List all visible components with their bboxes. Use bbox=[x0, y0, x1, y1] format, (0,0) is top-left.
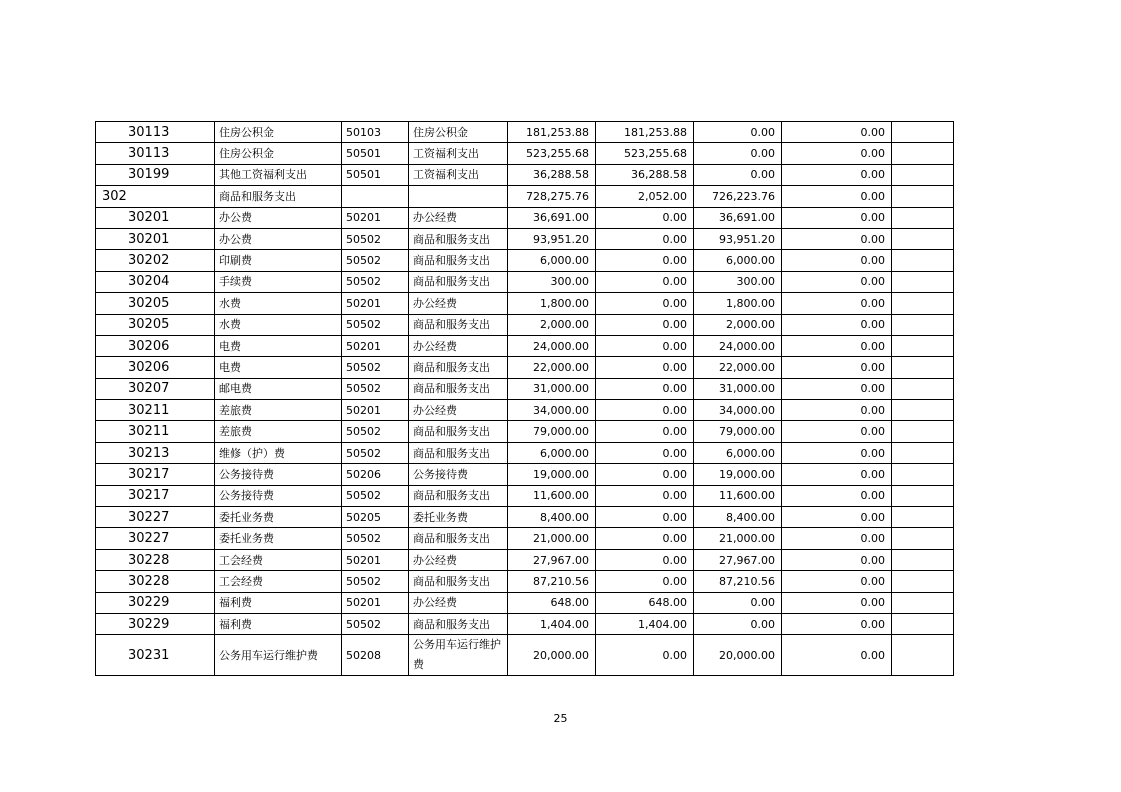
econ-name-cell: 公务接待费 bbox=[409, 464, 508, 485]
table-row bbox=[96, 228, 954, 249]
name-cell: 电费 bbox=[215, 335, 342, 356]
other-cell: 0.00 bbox=[782, 335, 892, 356]
name-cell: 公务接待费 bbox=[215, 485, 342, 506]
econ-code-cell: 50208 bbox=[342, 635, 409, 676]
code-cell: 30227 bbox=[96, 528, 215, 549]
table-row bbox=[96, 549, 954, 570]
econ-code-cell: 50201 bbox=[342, 293, 409, 314]
blank-cell bbox=[892, 613, 954, 634]
econ-code-cell: 50502 bbox=[342, 357, 409, 378]
econ-code-cell: 50502 bbox=[342, 250, 409, 271]
code-cell: 30231 bbox=[96, 635, 215, 676]
other-cell: 0.00 bbox=[782, 635, 892, 676]
other-cell: 0.00 bbox=[782, 122, 892, 143]
code-cell: 30227 bbox=[96, 507, 215, 528]
econ-code-cell: 50501 bbox=[342, 143, 409, 164]
total-cell: 27,967.00 bbox=[508, 549, 596, 570]
project-cell: 726,223.76 bbox=[694, 186, 782, 207]
project-cell: 36,691.00 bbox=[694, 207, 782, 228]
code-cell: 30113 bbox=[96, 143, 215, 164]
name-cell: 其他工资福利支出 bbox=[215, 164, 342, 185]
econ-code-cell: 50201 bbox=[342, 549, 409, 570]
table-row bbox=[96, 507, 954, 528]
name-cell: 福利费 bbox=[215, 613, 342, 634]
code-cell: 30206 bbox=[96, 335, 215, 356]
other-cell: 0.00 bbox=[782, 592, 892, 613]
table-row bbox=[96, 250, 954, 271]
basic-cell: 0.00 bbox=[596, 335, 694, 356]
name-cell: 邮电费 bbox=[215, 378, 342, 399]
table-row bbox=[96, 613, 954, 634]
other-cell: 0.00 bbox=[782, 357, 892, 378]
econ-name-cell: 办公经费 bbox=[409, 335, 508, 356]
basic-cell: 0.00 bbox=[596, 400, 694, 421]
blank-cell bbox=[892, 314, 954, 335]
table-row bbox=[96, 571, 954, 592]
blank-cell bbox=[892, 528, 954, 549]
basic-cell: 0.00 bbox=[596, 293, 694, 314]
code-cell: 30201 bbox=[96, 228, 215, 249]
blank-cell bbox=[892, 421, 954, 442]
basic-cell: 0.00 bbox=[596, 549, 694, 570]
project-cell: 11,600.00 bbox=[694, 485, 782, 506]
total-cell: 8,400.00 bbox=[508, 507, 596, 528]
project-cell: 6,000.00 bbox=[694, 250, 782, 271]
econ-code-cell: 50502 bbox=[342, 528, 409, 549]
total-cell: 34,000.00 bbox=[508, 400, 596, 421]
other-cell: 0.00 bbox=[782, 378, 892, 399]
code-cell: 30206 bbox=[96, 357, 215, 378]
econ-code-cell: 50502 bbox=[342, 485, 409, 506]
table-row bbox=[96, 485, 954, 506]
econ-code-cell: 50201 bbox=[342, 335, 409, 356]
econ-code-cell: 50502 bbox=[342, 228, 409, 249]
other-cell: 0.00 bbox=[782, 549, 892, 570]
total-cell: 300.00 bbox=[508, 271, 596, 292]
project-cell: 8,400.00 bbox=[694, 507, 782, 528]
econ-name-cell: 委托业务费 bbox=[409, 507, 508, 528]
code-cell: 30207 bbox=[96, 378, 215, 399]
econ-code-cell: 50205 bbox=[342, 507, 409, 528]
other-cell: 0.00 bbox=[782, 571, 892, 592]
other-cell: 0.00 bbox=[782, 507, 892, 528]
total-cell: 93,951.20 bbox=[508, 228, 596, 249]
name-cell: 办公费 bbox=[215, 228, 342, 249]
table-row bbox=[96, 186, 954, 207]
project-cell: 31,000.00 bbox=[694, 378, 782, 399]
name-cell: 委托业务费 bbox=[215, 507, 342, 528]
project-cell: 1,800.00 bbox=[694, 293, 782, 314]
name-cell: 差旅费 bbox=[215, 421, 342, 442]
total-cell: 24,000.00 bbox=[508, 335, 596, 356]
code-cell: 30202 bbox=[96, 250, 215, 271]
name-cell: 手续费 bbox=[215, 271, 342, 292]
basic-cell: 0.00 bbox=[596, 485, 694, 506]
blank-cell bbox=[892, 122, 954, 143]
basic-cell: 648.00 bbox=[596, 592, 694, 613]
other-cell: 0.00 bbox=[782, 613, 892, 634]
econ-name-cell: 工资福利支出 bbox=[409, 143, 508, 164]
budget-table bbox=[95, 121, 954, 676]
table-row bbox=[96, 314, 954, 335]
project-cell: 93,951.20 bbox=[694, 228, 782, 249]
econ-name-cell: 商品和服务支出 bbox=[409, 528, 508, 549]
blank-cell bbox=[892, 293, 954, 314]
econ-name-cell: 商品和服务支出 bbox=[409, 357, 508, 378]
project-cell: 2,000.00 bbox=[694, 314, 782, 335]
basic-cell: 1,404.00 bbox=[596, 613, 694, 634]
blank-cell bbox=[892, 335, 954, 356]
basic-cell: 0.00 bbox=[596, 271, 694, 292]
blank-cell bbox=[892, 549, 954, 570]
project-cell: 6,000.00 bbox=[694, 442, 782, 463]
table-row bbox=[96, 400, 954, 421]
blank-cell bbox=[892, 464, 954, 485]
table-row bbox=[96, 271, 954, 292]
table-row bbox=[96, 207, 954, 228]
project-cell: 0.00 bbox=[694, 164, 782, 185]
project-cell: 0.00 bbox=[694, 143, 782, 164]
table-row bbox=[96, 143, 954, 164]
blank-cell bbox=[892, 571, 954, 592]
code-cell: 30213 bbox=[96, 442, 215, 463]
name-cell: 公务接待费 bbox=[215, 464, 342, 485]
project-cell: 27,967.00 bbox=[694, 549, 782, 570]
other-cell: 0.00 bbox=[782, 164, 892, 185]
basic-cell: 0.00 bbox=[596, 464, 694, 485]
total-cell: 523,255.68 bbox=[508, 143, 596, 164]
table-row bbox=[96, 464, 954, 485]
project-cell: 24,000.00 bbox=[694, 335, 782, 356]
code-cell: 30217 bbox=[96, 485, 215, 506]
blank-cell bbox=[892, 635, 954, 676]
table-row bbox=[96, 164, 954, 185]
name-cell: 商品和服务支出 bbox=[215, 186, 342, 207]
other-cell: 0.00 bbox=[782, 485, 892, 506]
econ-name-cell: 办公经费 bbox=[409, 400, 508, 421]
econ-code-cell: 50501 bbox=[342, 164, 409, 185]
basic-cell: 0.00 bbox=[596, 357, 694, 378]
name-cell: 工会经费 bbox=[215, 549, 342, 570]
table-row bbox=[96, 293, 954, 314]
basic-cell: 0.00 bbox=[596, 250, 694, 271]
blank-cell bbox=[892, 207, 954, 228]
total-cell: 19,000.00 bbox=[508, 464, 596, 485]
total-cell: 20,000.00 bbox=[508, 635, 596, 676]
other-cell: 0.00 bbox=[782, 271, 892, 292]
econ-code-cell: 50201 bbox=[342, 207, 409, 228]
name-cell: 工会经费 bbox=[215, 571, 342, 592]
econ-name-cell: 公务用车运行维护费 bbox=[409, 635, 508, 676]
total-cell: 21,000.00 bbox=[508, 528, 596, 549]
code-cell: 30204 bbox=[96, 271, 215, 292]
total-cell: 1,800.00 bbox=[508, 293, 596, 314]
name-cell: 住房公积金 bbox=[215, 122, 342, 143]
basic-cell: 0.00 bbox=[596, 228, 694, 249]
basic-cell: 181,253.88 bbox=[596, 122, 694, 143]
econ-code-cell bbox=[342, 186, 409, 207]
page-number: 25 bbox=[553, 712, 568, 725]
basic-cell: 0.00 bbox=[596, 528, 694, 549]
name-cell: 印刷费 bbox=[215, 250, 342, 271]
econ-name-cell: 办公经费 bbox=[409, 592, 508, 613]
basic-cell: 0.00 bbox=[596, 442, 694, 463]
table-row bbox=[96, 357, 954, 378]
table-row bbox=[96, 122, 954, 143]
econ-name-cell: 商品和服务支出 bbox=[409, 421, 508, 442]
blank-cell bbox=[892, 378, 954, 399]
code-cell: 302 bbox=[96, 186, 215, 207]
blank-cell bbox=[892, 357, 954, 378]
other-cell: 0.00 bbox=[782, 186, 892, 207]
blank-cell bbox=[892, 485, 954, 506]
econ-name-cell: 办公经费 bbox=[409, 207, 508, 228]
basic-cell: 2,052.00 bbox=[596, 186, 694, 207]
code-cell: 30217 bbox=[96, 464, 215, 485]
econ-code-cell: 50502 bbox=[342, 571, 409, 592]
econ-code-cell: 50502 bbox=[342, 378, 409, 399]
table-row bbox=[96, 635, 954, 676]
table-row bbox=[96, 421, 954, 442]
code-cell: 30228 bbox=[96, 571, 215, 592]
total-cell: 181,253.88 bbox=[508, 122, 596, 143]
basic-cell: 0.00 bbox=[596, 378, 694, 399]
blank-cell bbox=[892, 400, 954, 421]
other-cell: 0.00 bbox=[782, 314, 892, 335]
econ-name-cell: 商品和服务支出 bbox=[409, 271, 508, 292]
blank-cell bbox=[892, 271, 954, 292]
code-cell: 30211 bbox=[96, 400, 215, 421]
blank-cell bbox=[892, 164, 954, 185]
other-cell: 0.00 bbox=[782, 442, 892, 463]
name-cell: 差旅费 bbox=[215, 400, 342, 421]
econ-name-cell: 办公经费 bbox=[409, 293, 508, 314]
total-cell: 6,000.00 bbox=[508, 250, 596, 271]
project-cell: 0.00 bbox=[694, 122, 782, 143]
econ-name-cell: 商品和服务支出 bbox=[409, 613, 508, 634]
other-cell: 0.00 bbox=[782, 464, 892, 485]
code-cell: 30205 bbox=[96, 293, 215, 314]
econ-code-cell: 50201 bbox=[342, 592, 409, 613]
econ-name-cell: 商品和服务支出 bbox=[409, 485, 508, 506]
blank-cell bbox=[892, 228, 954, 249]
econ-code-cell: 50502 bbox=[342, 314, 409, 335]
project-cell: 21,000.00 bbox=[694, 528, 782, 549]
total-cell: 728,275.76 bbox=[508, 186, 596, 207]
econ-name-cell: 商品和服务支出 bbox=[409, 228, 508, 249]
total-cell: 2,000.00 bbox=[508, 314, 596, 335]
blank-cell bbox=[892, 507, 954, 528]
total-cell: 31,000.00 bbox=[508, 378, 596, 399]
project-cell: 19,000.00 bbox=[694, 464, 782, 485]
total-cell: 36,288.58 bbox=[508, 164, 596, 185]
code-cell: 30229 bbox=[96, 613, 215, 634]
basic-cell: 0.00 bbox=[596, 421, 694, 442]
table-row bbox=[96, 335, 954, 356]
econ-name-cell: 商品和服务支出 bbox=[409, 442, 508, 463]
code-cell: 30229 bbox=[96, 592, 215, 613]
econ-code-cell: 50502 bbox=[342, 442, 409, 463]
econ-name-cell: 商品和服务支出 bbox=[409, 571, 508, 592]
project-cell: 0.00 bbox=[694, 592, 782, 613]
basic-cell: 0.00 bbox=[596, 507, 694, 528]
code-cell: 30228 bbox=[96, 549, 215, 570]
econ-name-cell: 商品和服务支出 bbox=[409, 250, 508, 271]
table-row bbox=[96, 442, 954, 463]
code-cell: 30201 bbox=[96, 207, 215, 228]
name-cell: 水费 bbox=[215, 293, 342, 314]
project-cell: 300.00 bbox=[694, 271, 782, 292]
econ-code-cell: 50103 bbox=[342, 122, 409, 143]
total-cell: 648.00 bbox=[508, 592, 596, 613]
project-cell: 87,210.56 bbox=[694, 571, 782, 592]
name-cell: 福利费 bbox=[215, 592, 342, 613]
basic-cell: 523,255.68 bbox=[596, 143, 694, 164]
name-cell: 办公费 bbox=[215, 207, 342, 228]
blank-cell bbox=[892, 250, 954, 271]
code-cell: 30205 bbox=[96, 314, 215, 335]
other-cell: 0.00 bbox=[782, 421, 892, 442]
name-cell: 电费 bbox=[215, 357, 342, 378]
project-cell: 22,000.00 bbox=[694, 357, 782, 378]
project-cell: 79,000.00 bbox=[694, 421, 782, 442]
other-cell: 0.00 bbox=[782, 228, 892, 249]
econ-name-cell: 住房公积金 bbox=[409, 122, 508, 143]
code-cell: 30211 bbox=[96, 421, 215, 442]
project-cell: 0.00 bbox=[694, 613, 782, 634]
blank-cell bbox=[892, 442, 954, 463]
econ-code-cell: 50206 bbox=[342, 464, 409, 485]
other-cell: 0.00 bbox=[782, 207, 892, 228]
basic-cell: 0.00 bbox=[596, 571, 694, 592]
basic-cell: 0.00 bbox=[596, 207, 694, 228]
project-cell: 34,000.00 bbox=[694, 400, 782, 421]
table-row bbox=[96, 528, 954, 549]
econ-name-cell: 工资福利支出 bbox=[409, 164, 508, 185]
name-cell: 公务用车运行维护费 bbox=[215, 635, 342, 676]
project-cell: 20,000.00 bbox=[694, 635, 782, 676]
econ-name-cell: 办公经费 bbox=[409, 549, 508, 570]
econ-name-cell bbox=[409, 186, 508, 207]
total-cell: 11,600.00 bbox=[508, 485, 596, 506]
econ-name-cell: 商品和服务支出 bbox=[409, 378, 508, 399]
other-cell: 0.00 bbox=[782, 250, 892, 271]
econ-code-cell: 50201 bbox=[342, 400, 409, 421]
econ-code-cell: 50502 bbox=[342, 271, 409, 292]
basic-cell: 0.00 bbox=[596, 635, 694, 676]
name-cell: 水费 bbox=[215, 314, 342, 335]
code-cell: 30113 bbox=[96, 122, 215, 143]
blank-cell bbox=[892, 592, 954, 613]
total-cell: 22,000.00 bbox=[508, 357, 596, 378]
name-cell: 维修（护）费 bbox=[215, 442, 342, 463]
other-cell: 0.00 bbox=[782, 400, 892, 421]
total-cell: 6,000.00 bbox=[508, 442, 596, 463]
total-cell: 87,210.56 bbox=[508, 571, 596, 592]
budget-table-container bbox=[95, 121, 953, 676]
blank-cell bbox=[892, 143, 954, 164]
other-cell: 0.00 bbox=[782, 293, 892, 314]
name-cell: 住房公积金 bbox=[215, 143, 342, 164]
total-cell: 1,404.00 bbox=[508, 613, 596, 634]
table-body bbox=[96, 122, 954, 676]
code-cell: 30199 bbox=[96, 164, 215, 185]
table-row bbox=[96, 592, 954, 613]
econ-code-cell: 50502 bbox=[342, 421, 409, 442]
other-cell: 0.00 bbox=[782, 143, 892, 164]
name-cell: 委托业务费 bbox=[215, 528, 342, 549]
econ-name-cell: 商品和服务支出 bbox=[409, 314, 508, 335]
blank-cell bbox=[892, 186, 954, 207]
basic-cell: 36,288.58 bbox=[596, 164, 694, 185]
table-row bbox=[96, 378, 954, 399]
basic-cell: 0.00 bbox=[596, 314, 694, 335]
total-cell: 36,691.00 bbox=[508, 207, 596, 228]
other-cell: 0.00 bbox=[782, 528, 892, 549]
econ-code-cell: 50502 bbox=[342, 613, 409, 634]
total-cell: 79,000.00 bbox=[508, 421, 596, 442]
